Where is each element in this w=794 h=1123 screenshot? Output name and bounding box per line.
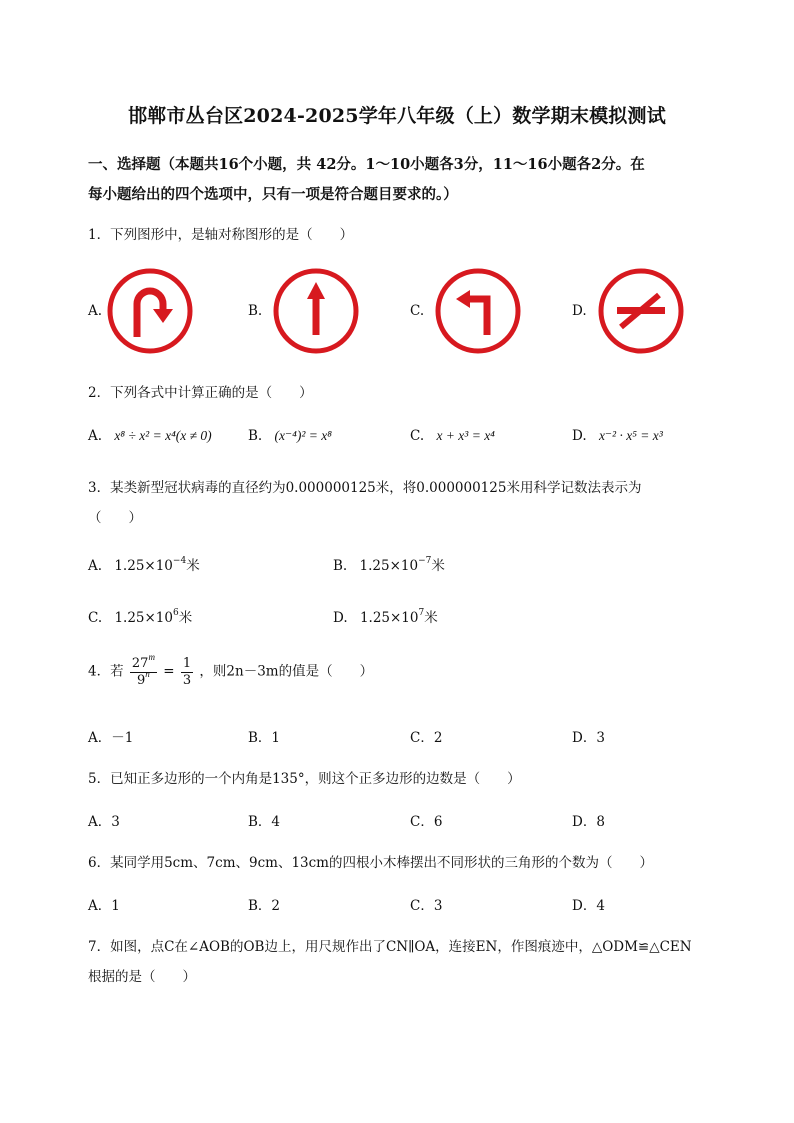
q6-option-c: C．3 xyxy=(410,898,443,914)
q4-option-c: C．2 xyxy=(410,730,443,746)
q2-option-d-expression: x⁻² · x⁵ = x³ xyxy=(598,428,663,443)
q4-option-b: B．1 xyxy=(248,730,281,746)
question-7-stem-cont: 根据的是（ ） xyxy=(88,969,196,985)
no-crossing-sign-icon xyxy=(597,267,685,355)
question-1-stem: 1．下列图形中，是轴对称图形的是（ ） xyxy=(88,227,354,243)
q1-option-b xyxy=(272,267,360,359)
q6-option-a: A．1 xyxy=(88,898,120,914)
q4-fraction-rhs xyxy=(181,656,193,688)
q1-option-c-label: C. xyxy=(410,303,425,319)
q4-lhs-numerator-exponent: m xyxy=(148,652,155,662)
q4-lhs-denominator: 9 xyxy=(137,672,146,688)
q3-option-d-unit: 米 xyxy=(424,610,438,626)
question-4-stem: 4．若 $\frac{27^m}{9^n}$ = $\frac{1}{3}$ ，则2n－3m的值是（ ） xyxy=(88,652,374,688)
q6-option-d: D．4 xyxy=(572,898,605,914)
q3-option-c xyxy=(88,606,192,626)
q2-option-c xyxy=(410,428,495,444)
q3-option-c-base: 1.25×10 xyxy=(114,610,173,626)
q4-option-a: A．－1 xyxy=(88,730,134,746)
q1-option-a-label: A. xyxy=(88,303,103,319)
q3-option-b-base: 1.25×10 xyxy=(359,558,419,574)
q3-option-c-label: C. xyxy=(88,610,103,626)
q5-option-c: C．6 xyxy=(410,814,443,830)
q1-option-d xyxy=(597,267,685,359)
q2-option-d-label: D. xyxy=(572,428,587,444)
question-2-stem: 2．下列各式中计算正确的是（ ） xyxy=(88,385,313,401)
q3-option-d-exponent: 7 xyxy=(418,608,425,618)
left-turn-sign-icon xyxy=(434,267,522,355)
q4-lhs-numerator: 27 xyxy=(131,656,149,671)
q3-option-b-exponent: −7 xyxy=(418,556,432,566)
q2-option-a-label: A. xyxy=(88,428,103,444)
u-turn-sign-icon xyxy=(106,267,194,355)
q3-option-a-unit: 米 xyxy=(186,558,200,574)
q1-option-c xyxy=(434,267,522,359)
straight-ahead-sign-icon xyxy=(272,267,360,355)
q4-rhs-numerator: 1 xyxy=(182,656,192,671)
q2-option-c-label: C. xyxy=(410,428,425,444)
q4-lhs-denominator-exponent: n xyxy=(145,668,150,679)
q4-prefix: 4．若 xyxy=(88,663,124,680)
question-3-stem: 3．某类新型冠状病毒的直径约为0.000000125米，将0.000000125米用科学记数法表示为 xyxy=(88,480,642,496)
q3-option-b-unit: 米 xyxy=(431,558,445,574)
question-6-stem: 6．某同学用5cm、7cm、9cm、13cm的四根小木棒摆出不同形状的三角形的个数为（ ） xyxy=(88,855,653,871)
q6-option-b: B．2 xyxy=(248,898,281,914)
q3-option-b-label: B. xyxy=(333,558,348,574)
q2-option-a-expression: x⁸ ÷ x² = x⁴(x ≠ 0) xyxy=(114,428,212,443)
q2-option-c-expression: x + x³ = x⁴ xyxy=(436,428,495,443)
q1-option-b-label: B. xyxy=(248,303,263,319)
q3-option-c-exponent: 6 xyxy=(173,608,179,618)
q2-option-b xyxy=(248,428,332,444)
q4-rhs-denominator: 3 xyxy=(182,672,192,688)
q3-option-d-base: 1.25×10 xyxy=(359,610,419,626)
q4-option-d: D．3 xyxy=(572,730,605,746)
question-3-stem-cont: （ ） xyxy=(88,510,142,526)
q1-option-d-label: D. xyxy=(572,303,587,319)
q4-suffix: ，则2n－3m的值是（ ） xyxy=(199,663,374,680)
section-1-heading-line-2: 每小题给出的四个选项中，只有一项是符合题目要求的。） xyxy=(88,186,458,203)
q5-option-a: A．3 xyxy=(88,814,120,830)
q3-option-c-unit: 米 xyxy=(178,610,193,626)
q5-option-b: B．4 xyxy=(248,814,281,830)
q2-option-b-label: B. xyxy=(248,428,263,444)
q5-option-d: D．8 xyxy=(572,814,605,830)
q3-option-a xyxy=(88,554,200,574)
q2-option-a xyxy=(88,428,212,444)
question-7-stem: 7．如图，点C在∠AOB的OB边上，用尺规作出了CN∥OA，连接EN，作图痕迹中，△ODM≌△CEN xyxy=(88,939,692,955)
q2-option-d xyxy=(572,428,663,444)
q3-option-d-label: D. xyxy=(333,610,348,626)
q3-option-a-base: 1.25×10 xyxy=(114,558,173,574)
question-5-stem: 5．已知正多边形的一个内角是135°，则这个正多边形的边数是（ ） xyxy=(88,771,521,787)
q3-option-b xyxy=(333,554,445,574)
q3-option-a-label: A. xyxy=(88,558,103,574)
exam-title: 邯郸市丛台区2024-2025学年八年级（上）数学期末模拟测试 xyxy=(128,105,666,127)
q3-option-a-exponent: −4 xyxy=(172,556,187,566)
section-1-heading-line-1: 一、选择题（本题共16个小题，共 42分。1～10小题各3分，11～16小题各2分。在 xyxy=(88,156,645,173)
q1-option-a xyxy=(106,267,194,359)
q3-option-d xyxy=(333,606,438,626)
q4-fraction-lhs xyxy=(130,652,157,688)
q2-option-b-expression: (x⁻⁴)² = x⁸ xyxy=(274,428,332,443)
